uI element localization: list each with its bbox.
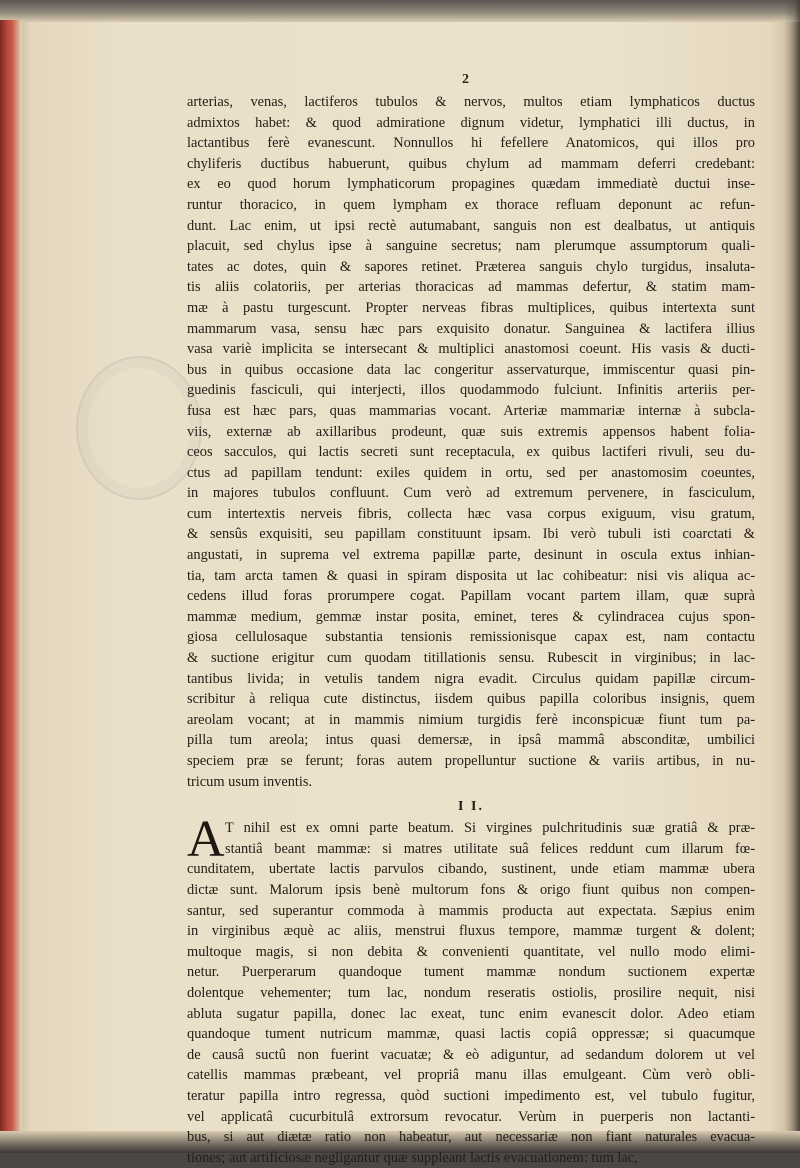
- text-line: placuit, sed chylus ipse à sanguine secretus; nam plerumque assumptorum quali-: [187, 238, 755, 255]
- text-line: scribitur à reliqua cute distinctus, iisdem quibus papilla coloribus insignis, quem: [187, 691, 755, 708]
- text-line: tricum usum inventis.: [187, 773, 313, 790]
- text-line: in virginibus æquè ac aliis, menstrui fluxus tempore, mammæ turgent & dolent;: [187, 923, 755, 940]
- text-line: de causâ suctû non fuerint vacuatæ; & eò adiguntur, ad sedandum dolorem ut vel: [187, 1046, 755, 1063]
- text-line: pilla tum areola; intus quasi demersæ, in ipsâ mammâ absconditæ, umbilici: [187, 732, 755, 749]
- red-page-edge: [0, 20, 22, 1135]
- text-line: vel applicatâ cucurbitulâ extrorsum revocatur. Verùm in puerperis non lactanti-: [187, 1108, 755, 1125]
- paragraph-1: [187, 92, 755, 792]
- text-line: quandoque tument nutricum mammæ, quasi lactis copiâ oppressæ; si quacumque: [187, 1026, 755, 1043]
- book-top-edge: [0, 0, 800, 22]
- text-line: & sensûs exquisiti, seu papillam constituunt ipsam. Ibi verò tubuli isti coarctati &: [187, 526, 755, 543]
- body-text: [187, 92, 755, 1168]
- text-line: multoque magis, si non debita & convenienti quantitate, vel nullo modo elimi-: [187, 943, 755, 960]
- section-number: I I.: [458, 799, 484, 815]
- text-line: tis aliis colatoriis, per arterias thoracicas ad mammas defertur, & statim mam-: [187, 279, 755, 296]
- text-line: vasa variè implicita se intersecant & multiplici anastomosi coeunt. His vasis & ducti-: [187, 341, 755, 358]
- text-line: speciem præ se ferunt; foras autem propelluntur suctione & variis artibus, in nu-: [187, 753, 755, 769]
- page-number: 2: [462, 72, 469, 87]
- text-line: giosa cellulosaque substantia tensionis remissionisque capax est, nam contactu: [187, 629, 755, 646]
- text-line: catellis mammas præbeant, vel propriâ manu illas emulgeant. Cùm verò obli-: [187, 1067, 755, 1084]
- text-line: fusa est hæc pars, quas mammarias vocant. Arteriæ mammariæ internæ à subcla-: [187, 402, 755, 419]
- text-line: angustati, in suprema vel extrema papillæ parte, desinunt in oscula extus inhian-: [187, 547, 755, 564]
- text-line: bus in quibus occasione data lac congeritur asservaturque, immiscentur quasi pin-: [187, 361, 755, 378]
- text-line: netur. Puerperarum quandoque tument mammæ nondum suctionem expertæ: [187, 964, 755, 981]
- text-line: dolentque vehementer; tum lac, nondum reseratis ostiolis, prosilire nequit, nisi: [187, 984, 755, 1001]
- text-line: admixtos habet: & quod admiratione dignum videtur, lymphatici illi ductus, in: [187, 114, 755, 131]
- text-line: mammarum vasa, sensu hæc pars exquisito donatur. Sanguinea & lactifera illius: [187, 320, 755, 337]
- paragraph-2: [187, 811, 755, 1168]
- text-line: arterias, venas, lactiferos tubulos & nervos, multos etiam lymphaticos ductus: [187, 94, 755, 110]
- text-line: cunditatem, ubertate lactis parvulos cibando, sustinent, unde etiam mammæ ubera: [187, 861, 755, 878]
- text-line: tiones; aut artificiosæ negligantur quæ suppleant lactis evacuationem: tum lac,: [187, 1149, 638, 1166]
- text-line: dunt. Lac enim, ut ipsi rectè autumabant, sanguis non est dealbatus, ut antiquis: [187, 217, 755, 234]
- text-line: T nihil est ex omni parte beatum. Si virgines pulchritudinis suæ gratiâ & præ-: [225, 820, 755, 837]
- text-line: ctus ad papillam tendunt: exiles quidem in ortu, sed per anastomosim coeuntes,: [187, 464, 755, 481]
- page-gutter-shadow: [784, 0, 800, 1153]
- text-line: santur, sed superantur commoda à mammis producta aut expectata. Sæpius enim: [187, 902, 755, 919]
- text-line: abluta sugatur papilla, donec lac exeat, tunc enim evanescit dolor. Adeo etiam: [187, 1005, 755, 1022]
- text-line: mæ à pastu turgescunt. Propter nerveas fibras multiplices, quibus intertexta sunt: [187, 299, 755, 316]
- text-line: ex eo quod horum lymphaticorum propagines quædam immediatè ductui inse-: [187, 176, 755, 193]
- text-line: tates ac dotes, quin & sapores retinet. Præterea sanguis chylo turgidus, insaluta-: [187, 258, 755, 275]
- text-line: dictæ sunt. Malorum ipsis benè multorum fons & origo fiunt quibus non compen-: [187, 881, 755, 898]
- text-line: viis, externæ ab axillaribus prodeunt, quæ suis extremis appensos habent folia-: [187, 423, 755, 440]
- text-line: ceos sacculos, qui lactis secreti sunt receptacula, ex quibus lactiferi rivuli, seu du-: [187, 444, 755, 461]
- text-line: areolam vocant; at in mammis nimium turgidis ferè inconspicuæ fiunt tum pa-: [187, 711, 755, 728]
- text-line: tia, tam arcta tamen & quasi in spiram disposita ut lac cohibeatur: nisi vis aliqua ac-: [187, 567, 755, 584]
- text-line: tantibus livida; in vetulis tandem nigra evadit. Circulus quidam papillæ circum-: [187, 670, 755, 687]
- text-line: guedinis fasciculi, qui interjecti, illos quodammodo fulciunt. Infinitis arteriis per-: [187, 382, 755, 399]
- text-line: bus, si aut diætæ ratio non habeatur, aut necessariæ non fiant naturales evacua-: [187, 1129, 755, 1146]
- text-line: cedens illud foras prorumpere cogat. Papillam vocant partem illam, quæ suprà: [187, 588, 755, 605]
- text-line: cum intertextis nerveis fibris, collecta hæc vasa corpus exiguum, visu gratum,: [187, 505, 755, 522]
- text-line: teratur papilla intro regressa, quòd suctioni impedimento est, vel tubulo fugitur,: [187, 1087, 755, 1104]
- dropcap-letter: A: [187, 811, 225, 869]
- text-line: runtur thoracico, in quem lympham ex thorace refluam deponunt ac refun-: [187, 196, 755, 213]
- text-line: chyliferis ductibus habuerunt, quibus chylum ad mammam deferri credebant:: [187, 155, 755, 172]
- library-stamp: [76, 356, 202, 500]
- text-line: stantiâ beant mammæ: si matres utilitate suâ felices reddunt cum illarum fœ-: [225, 840, 755, 857]
- text-line: lactantibus ferè evanescunt. Nonnullos hi fefellere Anatomicos, qui illos pro: [187, 135, 755, 152]
- text-line: & suctione erigitur cum quodam titillationis sensu. Rubescit in virginibus; in lac-: [187, 650, 755, 667]
- text-line: mammæ medium, gemmæ instar posita, eminet, teres & cylindracea cujus spon-: [187, 608, 755, 625]
- text-line: in majores tubulos confluunt. Cum verò ad extremum pervenere, in fasciculum,: [187, 485, 755, 502]
